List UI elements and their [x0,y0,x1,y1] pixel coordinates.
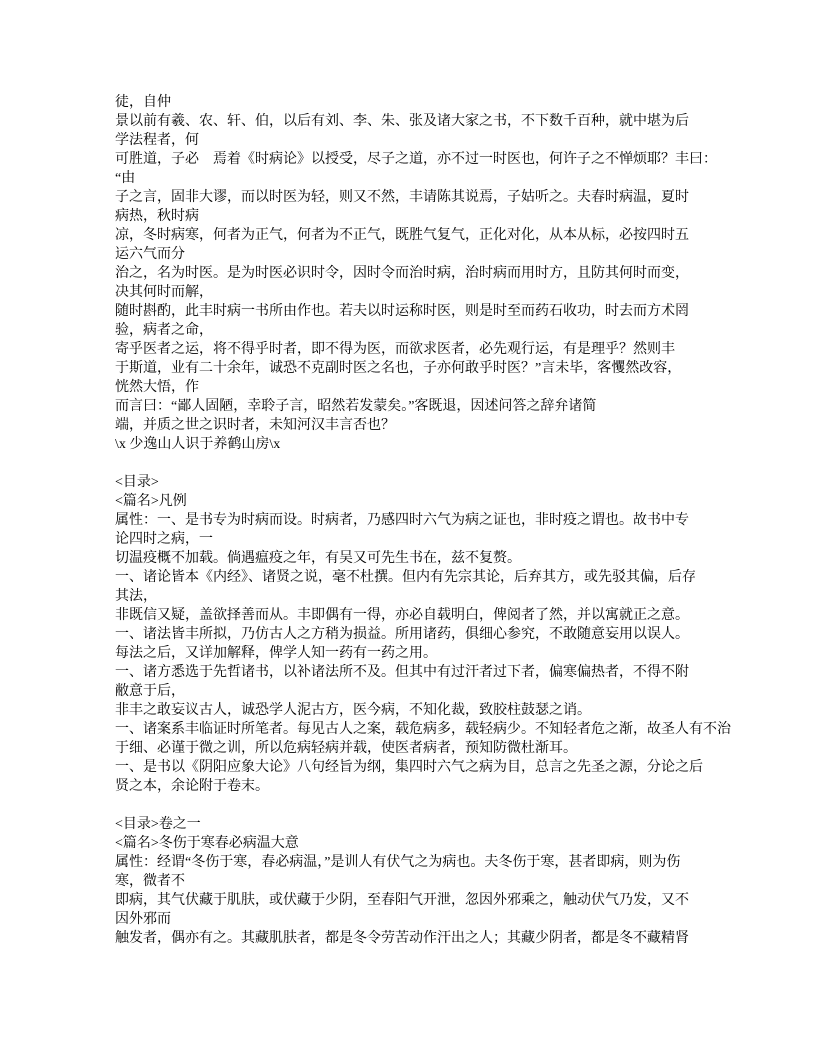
text-line: 触发者，偶亦有之。其藏肌肤者，都是冬令劳苦动作汗出之人；其藏少阴者，都是冬不藏精肾 [115,931,689,946]
text-line: 一、诸方悉选于先哲诸书，以补诸法所不及。但其中有过汗者过下者，偏寒偏热者，不得不附 [115,665,689,680]
text-line: 贤之本，余论附于卷末。 [115,779,269,794]
text-line: 非丰之敢妄议古人，诚恐学人泥古方，医今病，不知化裁，致胶柱鼓瑟之诮。 [115,703,591,718]
text-line: 一、是书以《阴阳应象大论》八句经旨为纲，集四时六气之病为目，总言之先圣之源，分论之后 [115,760,703,775]
text-line: 学法程者，何 [115,133,199,148]
text-line: 恍然大悟，作 [115,380,199,395]
text-line: 凉，冬时病寒，何者为正气，何者为不正气，既胜气复气，正化对化，从本从标，必按四时五 [115,228,689,243]
text-content [115,93,740,948]
text-line: 运六气而分 [115,247,185,262]
text-line: 子之言，固非大谬，而以时医为轻，则又不然，丰请陈其说焉，子姑听之。夫春时病温，夏时 [115,190,689,205]
text-line: 徒，自仲 [115,95,171,110]
text-line: 属性：经谓“冬伤于寒，春必病温，”是训人有伏气之为病也。夫冬伤于寒，甚者即病，则为伤 [115,855,681,870]
text-line: <目录> [115,475,159,490]
text-line: 治之，名为时医。是为时医必识时令，因时令而治时病，治时病而用时方，且防其何时而变， [115,266,689,281]
text-line: 每法之后，又详加解释，俾学人知一药有一药之用。 [115,646,437,661]
text-line: <篇名>凡例 [115,494,187,509]
text-line: 其法， [115,589,157,604]
text-line: \x 少逸山人识于养鹤山房\x [115,437,281,452]
text-line [115,796,740,815]
text-line: 决其何时而解， [115,285,213,300]
text-line: <目录>卷之一 [115,817,201,832]
text-line: <篇名>冬伤于寒春必病温大意 [115,836,299,851]
text-line: 景以前有羲、农、轩、伯，以后有刘、李、朱、张及诸大家之书，不下数千百种，就中堪为后 [115,114,689,129]
text-line: 属性：一、是书专为时病而设。时病者，乃感四时六气为病之证也，非时疫之谓也。故书中专 [115,513,689,528]
text-line: 端，并质之世之识时者，未知河汉丰言否也？ [115,418,395,433]
text-line: 论四时之病，一 [115,532,213,547]
text-line: 于细、必谨于微之训，所以危病轻病并载，使医者病者，预知防微杜渐耳。 [115,741,577,756]
text-line: 切温疫概不加载。倘遇瘟疫之年，有吴又可先生书在，兹不复赘。 [115,551,521,566]
text-line: 验，病者之命， [115,323,213,338]
text-line: 于斯道，业有二十余年，诚恐不克副时医之名也，子亦何敢乎时医？”言未毕，客戄然改容， [115,361,682,376]
text-line [115,454,740,473]
text-line: 病热，秋时病 [115,209,199,224]
text-line: “由 [115,171,136,186]
text-line: 因外邪而 [115,912,171,927]
text-line: 寒，微者不 [115,874,185,889]
text-line: 而言曰：“鄙人固陋，幸聆子言，昭然若发蒙矣。”客既退，因述问答之辞弁诸简 [115,399,597,414]
text-line: 即病，其气伏藏于肌肤，或伏藏于少阴，至春阳气开泄，忽因外邪乘之，触动伏气乃发，又不 [115,893,689,908]
text-line: 随时斟酌，此丰时病一书所由作也。若夫以时运称时医，则是时至而药石收功，时去而方术罔 [115,304,689,319]
text-line: 一、诸法皆丰所拟，乃仿古人之方稍为损益。所用诸药，俱细心参究，不敢随意妄用以误人。 [115,627,689,642]
text-line: 一、诸论皆本《内经》、诸贤之说，毫不杜撰。但内有先宗其论，后弃其方，或先驳其偏，后存 [115,570,696,585]
text-line: 一、诸案系丰临证时所笔者。每见古人之案，载危病多，载轻病少。不知轻者危之渐，故圣人有不治 [115,722,731,737]
text-line: 可胜道，子必 焉着《时病论》以授受，尽子之道，亦不过一时医也，何许子之不惮烦耶？丰曰： [115,152,717,167]
text-line: 非既信又疑，盖欲择善而从。丰即偶有一得，亦必自载明白，俾阅者了然，并以寓就正之意。 [115,608,689,623]
text-line: 敝意于后， [115,684,185,699]
text-line: 寄乎医者之运，将不得乎时者，即不得为医，而欲求医者，必先观行运，有是理乎？然则丰 [115,342,675,357]
